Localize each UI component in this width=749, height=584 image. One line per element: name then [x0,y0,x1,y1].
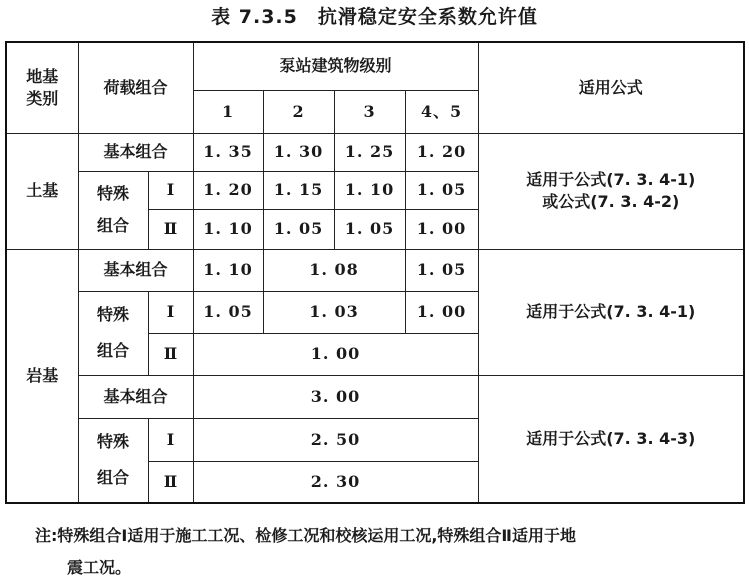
rock-a-special-I-grade-1: 1. 05 [193,291,263,333]
rock-b-special-I-all-grades: 2. 50 [193,418,478,461]
soil-basic-row [6,133,744,171]
soil-formula [478,133,744,249]
rock-b-basic-row [6,375,744,418]
soil-special-II-label: Ⅱ [148,209,193,249]
soil-basic-grade-1: 1. 35 [193,133,263,171]
rock-a-special-II-all-grades: 1. 00 [193,333,478,375]
table-title: 表 7.3.5 抗滑稳定安全系数允许值 [211,6,538,28]
soil-basic-label: 基本组合 [78,133,193,171]
header-grade-3: 3 [334,90,405,133]
note-line-2: 震工况。 [67,558,132,577]
soil-special-label [78,171,148,249]
soil-formula-line2: 或公式(7. 3. 4-2) [542,192,680,211]
soil-basic-grade-3: 1. 25 [334,133,405,171]
rock-b-special-II-all-grades: 2. 30 [193,461,478,503]
soil-special-II-grade-2: 1. 05 [263,209,334,249]
rock-b-special-I-label: Ⅰ [148,418,193,461]
header-foundation-type-line1: 地基 [26,66,59,86]
header-grade-1: 1 [193,90,263,133]
rock-a-basic-row [6,249,744,291]
soil-foundation-label: 土基 [6,133,78,249]
soil-special-II-grade-4-5: 1. 00 [405,209,478,249]
rock-a-special-label-line1: 特殊 [96,305,129,324]
soil-special-I-grade-3: 1. 10 [334,171,405,209]
rock-a-basic-grade-4-5: 1. 05 [405,249,478,291]
rock-a-basic-grade-1: 1. 10 [193,249,263,291]
rock-a-basic-label: 基本组合 [78,249,193,291]
rock-a-special-label [78,291,148,375]
soil-special-I-grade-2: 1. 15 [263,171,334,209]
soil-special-II-grade-1: 1. 10 [193,209,263,249]
soil-special-I-grade-4-5: 1. 05 [405,171,478,209]
soil-special-label-line2: 组合 [96,216,129,235]
rock-a-special-label-line2: 组合 [96,341,129,360]
soil-basic-grade-2: 1. 30 [263,133,334,171]
rock-b-formula: 适用于公式(7. 3. 4-3) [478,375,744,503]
header-formula: 适用公式 [478,42,744,133]
header-foundation-type-line2: 类别 [26,88,59,108]
soil-special-I-label: Ⅰ [148,171,193,209]
rock-a-basic-grade-2-3: 1. 08 [263,249,405,291]
soil-basic-grade-4-5: 1. 20 [405,133,478,171]
header-grade-group: 泵站建筑物级别 [193,42,478,90]
rock-b-special-label [78,418,148,503]
soil-special-label-line1: 特殊 [96,184,129,203]
rock-b-special-II-label: Ⅱ [148,461,193,503]
safety-factor-table [5,41,745,504]
rock-foundation-label: 岩基 [6,249,78,503]
soil-formula-line1: 适用于公式(7. 3. 4-1) [526,170,696,189]
rock-a-special-I-grade-4-5: 1. 00 [405,291,478,333]
rock-b-basic-label: 基本组合 [78,375,193,418]
rock-a-special-I-label: Ⅰ [148,291,193,333]
rock-a-formula: 适用于公式(7. 3. 4-1) [478,249,744,375]
header-row-1 [6,42,744,90]
note-line-1: 注:特殊组合Ⅰ适用于施工工况、检修工况和校核运用工况,特殊组合Ⅱ适用于地 [35,526,576,545]
header-grade-4-5: 4、5 [405,90,478,133]
rock-b-special-label-line2: 组合 [96,468,129,488]
header-grade-2: 2 [263,90,334,133]
rock-a-special-II-label: Ⅱ [148,333,193,375]
table-note [35,520,735,584]
rock-b-basic-all-grades: 3. 00 [193,375,478,418]
soil-special-II-grade-3: 1. 05 [334,209,405,249]
rock-b-special-label-line1: 特殊 [96,432,129,452]
header-foundation-type [6,42,78,133]
header-load-combination: 荷载组合 [78,42,193,133]
rock-a-special-I-grade-2-3: 1. 03 [263,291,405,333]
soil-special-I-grade-1: 1. 20 [193,171,263,209]
